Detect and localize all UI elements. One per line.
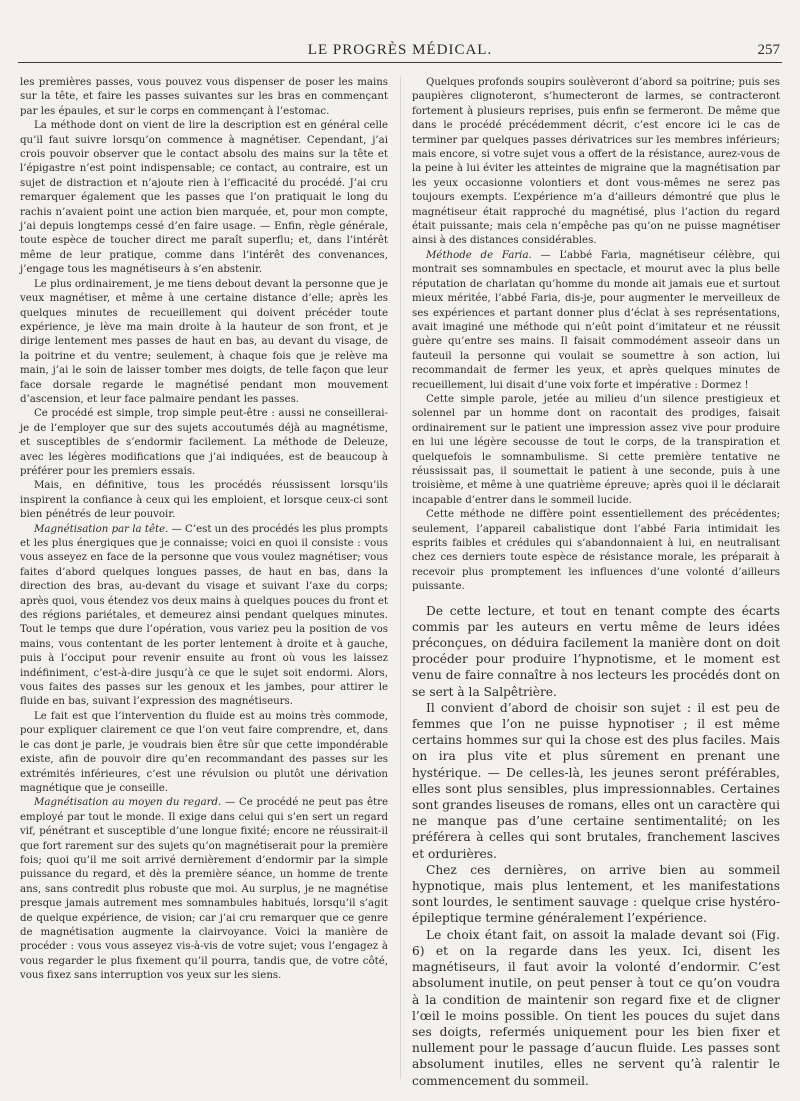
italic-subheading: Magnétisation au moyen du regard. bbox=[34, 797, 222, 809]
left-column bbox=[20, 76, 388, 1089]
paragraph bbox=[20, 278, 388, 408]
paragraph bbox=[412, 76, 780, 249]
running-header bbox=[0, 40, 800, 62]
paragraph-text: La méthode dont on vient de lire la description est en général celle qu’il faut suivre lorsqu’on commence à magnétiser. Cependant, j’ai crois pouvoir observer que le contact absolu des mains sur la tête et l’épigastre n’est point indispensable; ce contact, au contraire, est un sujet de distraction et n’ajoute rien à l’efficacité du procédé. J’ai cru remarquer également que les passes que l’on pratiquait le long du rachis n’avaient point une action bien marquée, et, pour mon compte, j’ai depuis longtemps cessé d’en faire usage. — Enfin, règle générale, toute espèce de toucher direct me paraît superflu; et, dans l’intérêt même de leur pratique, comme dans l’intérêt des convenances, j’engage tous les magnétiseurs à s’en abstenir. bbox=[20, 120, 388, 276]
header-rule bbox=[18, 62, 782, 63]
paragraph bbox=[412, 700, 780, 862]
article-body bbox=[20, 76, 781, 1088]
paragraph-text: Le plus ordinairement, je me tiens debout devant la personne que je veux magnétiser, et même à une certaine distance d’elle; après les quelques minutes de recueillement qui doivent précéder toute expérience, je lève ma main droite à la hauteur de son front, et je dirige lentement mes passes de haut en bas, au devant du visage, de la poitrine et du ventre; seulement, à chaque fois que je relève ma main, j’ai le soin de laisser tomber mes doigts, de telle façon que leur face dorsale regarde le magnétisé pendant mon mouvement d’ascension, et leur face palmaire pendant les passes. bbox=[20, 278, 388, 405]
paragraph-text: Le choix étant fait, on assoit la malade devant soi (Fig. 6) et on la regarde dans les yeux. Ici, disent les magnétiseurs, il faut avoir la volonté d’endormir. C’est absolument inutile, on peut penser à tout ce qu’on voudra à la condition de maintenir son regard fixe et de cligner l’œil le moins possible. On tient les pouces du sujet dans ses doigts, refermés uniquement pour les bien fixer et nullement pour le passage d’aucun fluide. Les passes sont absolument inutiles, elles ne servent qu’à ralentir le commencement du sommeil. bbox=[412, 927, 780, 1088]
paragraph bbox=[20, 796, 388, 983]
paragraph-text: Il convient d’abord de choisir son sujet : il est peu de femmes que l’on ne puisse hypnotiser ; il est même certains hommes sur qui la chose est des plus faciles. Mais on ira plus vite et plus sûrement en prenant une hystérique. — De celles-là, les jeunes seront préférables, elles sont plus sensibles, plus impressionnables. Certaines sont grandes liseuses de romans, elles ont un caractère qui ne manque pas d’une certaine sentimentalité; on les préférera à celles qui sont brutales, franchement lascives et ordurières. bbox=[412, 700, 780, 861]
paragraph-text: Le fait est que l’intervention du fluide est au moins très commode, pour expliquer clairement ce que l’on veut faire comprendre, et, dans le cas dont je parle, je voudrais bien être sûr que cette impondérable existe, afin de pouvoir dire qu’en recommandant des passes sur les extrémités inférieures, c’est une révulsion ou plutôt une dérivation magnétique que je conseille. bbox=[20, 710, 388, 794]
paragraph bbox=[412, 508, 780, 594]
paragraph bbox=[412, 249, 780, 393]
paragraph-text: Cette simple parole, jetée au milieu d’un silence prestigieux et solennel par un homme dont on racontait des prodiges, faisait ordinairement sur le patient une impression assez vive pour produire en lui une légère secousse de tout le corps, de la transpiration et quelquefois le somnambulisme. Si cette première tentative ne réussissait pas, il soumettait le patient à une seconde, puis à une troisième, et même à une quatrième épreuve; après quoi il le déclarait incapable d’entrer dans le sommeil lucide. bbox=[412, 393, 780, 506]
paragraph-text: Ce procédé est simple, trop simple peut-être : aussi ne conseillerai-je de l’employer que sur des sujets accoutumés déjà au magnétisme, et susceptibles de s’endormir facilement. La méthode de Deleuze, avec les légères modifications que j’ai indiquées, est de beaucoup à préférer pour les premiers essais. bbox=[20, 408, 388, 477]
paragraph bbox=[20, 523, 388, 710]
paragraph-text: Quelques profonds soupirs soulèveront d’abord sa poitrine; puis ses paupières clignoteront, s’humecteront de larmes, se contracteront fortement à plusieurs reprises, puis enfin se fermeront. De même que dans le procédé précédemment décrit, c’est encore ici le cas de terminer par quelques passes dérivatrices sur les membres inférieurs; mais encore, si votre sujet vous a offert de la résistance, aurez-vous de la peine à lui éviter les atteintes de migraine que la magnétisation par les yeux occasionne volontiers et dont vous-mêmes ne serez pas toujours exempts. L’expérience m’a d’ailleurs démontré que plus le magnétiseur était rapproché du magnétisé, plus l’action du regard était puissante; mais cela n’empêche pas qu’on ne puisse magnétiser ainsi à des distances considérables. bbox=[412, 77, 780, 247]
paragraph bbox=[20, 479, 388, 522]
paragraph-text: — Ce procédé ne peut pas être employé par tout le monde. Il exige dans celui qui s’en sert un regard vif, pénétrant et susceptible d’une longue fixité; encore ne réussirait-il que fort rarement sur des sujets qu’on magnétiserait pour la première fois; quoi qu’il me soit arrivé dernièrement d’endormir par la simple puissance du regard, et dès la première séance, un homme de trente ans, sans contredit plus robuste que moi. Au surplus, je ne magnétise presque jamais autrement mes somnambules habitués, lorsqu’il s’agit de quelque expérience, de vision; car j’ai cru remarquer que ce genre de magnétisation augmente la clairvoyance. Voici la manière de procéder : vous vous asseyez vis-à-vis de votre sujet; vous l’engagez à vous regarder le plus fixement qu’il pourra, tandis que, de votre côté, vous fixez sans interruption vos yeux sur les siens. bbox=[20, 797, 388, 982]
paragraph bbox=[412, 393, 780, 508]
right-column bbox=[412, 76, 780, 1089]
section-gap bbox=[412, 595, 780, 603]
italic-subheading: Magnétisation par la tête. bbox=[34, 523, 169, 535]
paragraph bbox=[412, 927, 780, 1089]
paragraph-text: les premières passes, vous pouvez vous dispenser de poser les mains sur la tête, et faire les passes suivantes sur les bras en commençant par les épaules, et sur le corps en commençant à l’estomac. bbox=[20, 77, 388, 117]
italic-subheading: Méthode de Faria. bbox=[426, 249, 532, 261]
paragraph bbox=[20, 710, 388, 796]
paragraph-text: Mais, en définitive, tous les procédés réussissent lorsqu’ils inspirent la confiance à ceux qui les emploient, et lorsque ceux-ci sont bien pénétrés de leur pouvoir. bbox=[20, 480, 388, 521]
paragraph-text: — L’abbé Faria, magnétiseur célèbre, qui montrait ses somnambules en spectacle, et mourut avec la plus belle réputation de charlatan qu’homme du monde ait jamais eue et surtout mieux méritée, l’abbé Faria, dis-je, pour augmenter le merveilleux de ses expériences et partant donner plus d’éclat à ses représentations, avait imaginé une méthode qui n’eût point d’imitateur et ne réussit guère qu’entre ses mains. Il faisait commodément asseoir dans un fauteuil la personne qui voulait se soumettre à son action, lui recommandait de fermer les yeux, et après quelques minutes de recueillement, lui disait d’une voix forte et impérative : Dormez ! bbox=[412, 249, 781, 391]
paragraph-text: Chez ces dernières, on arrive bien au sommeil hypnotique, mais plus lentement, et les manifestations sont lourdes, le sentiment sauvage : quelque crise hystéro-épileptique termine généralement l’expérience. bbox=[412, 862, 780, 926]
page-number: 257 bbox=[757, 42, 780, 58]
journal-title: LE PROGRÈS MÉDICAL. bbox=[307, 42, 493, 58]
paragraph-text: Cette méthode ne diffère point essentiellement des précédentes; seulement, l’appareil cabalistique dont l’abbé Faria intimidait les esprits faibles et crédules qui s’abandonnaient à lui, en neutralisant chez ces derniers toute espèce de résistance morale, les préparait à recevoir plus promptement les influences d’une volonté d’ailleurs puissante. bbox=[412, 509, 780, 593]
paragraph bbox=[412, 603, 780, 700]
paragraph bbox=[412, 862, 780, 927]
paragraph bbox=[20, 76, 388, 119]
paragraph-text: — C’est un des procédés les plus prompts et les plus énergiques que je connaisse; voici en quoi il consiste : vous vous asseyez en face de la personne que vous voulez magnétiser; vous faites d’abord quelques longues passes, de haut en bas, dans la direction des bras, au-devant du visage et suivant l’axe du corps; après quoi, vous étendez vos deux mains à quelques pouces du front et des régions pariétales, et demeurez ainsi pendant quelques minutes. Tout le temps que dure l’opération, vous variez peu la position de vos mains, vous contentant de les porter lentement à droite et à gauche, puis à l’occiput pour revenir ensuite au front où vous les laissez indéfiniment, c’est-à-dire jusqu’à ce que le sujet soit endormi. Alors, vous faites des passes sur les genoux et les jambes, pour attirer le fluide en bas, suivant l’expression des magnétiseurs. bbox=[20, 523, 388, 708]
paragraph bbox=[20, 407, 388, 479]
paragraph bbox=[20, 119, 388, 277]
paragraph-text: De cette lecture, et tout en tenant compte des écarts commis par les auteurs en vertu même de leurs idées préconçues, on déduira facilement la manière dont on doit procéder pour produire l’hypnotisme, et le moment est venu de faire connaître à nos lecteurs les procédés dont on se sert à la Salpêtrière. bbox=[412, 603, 780, 699]
